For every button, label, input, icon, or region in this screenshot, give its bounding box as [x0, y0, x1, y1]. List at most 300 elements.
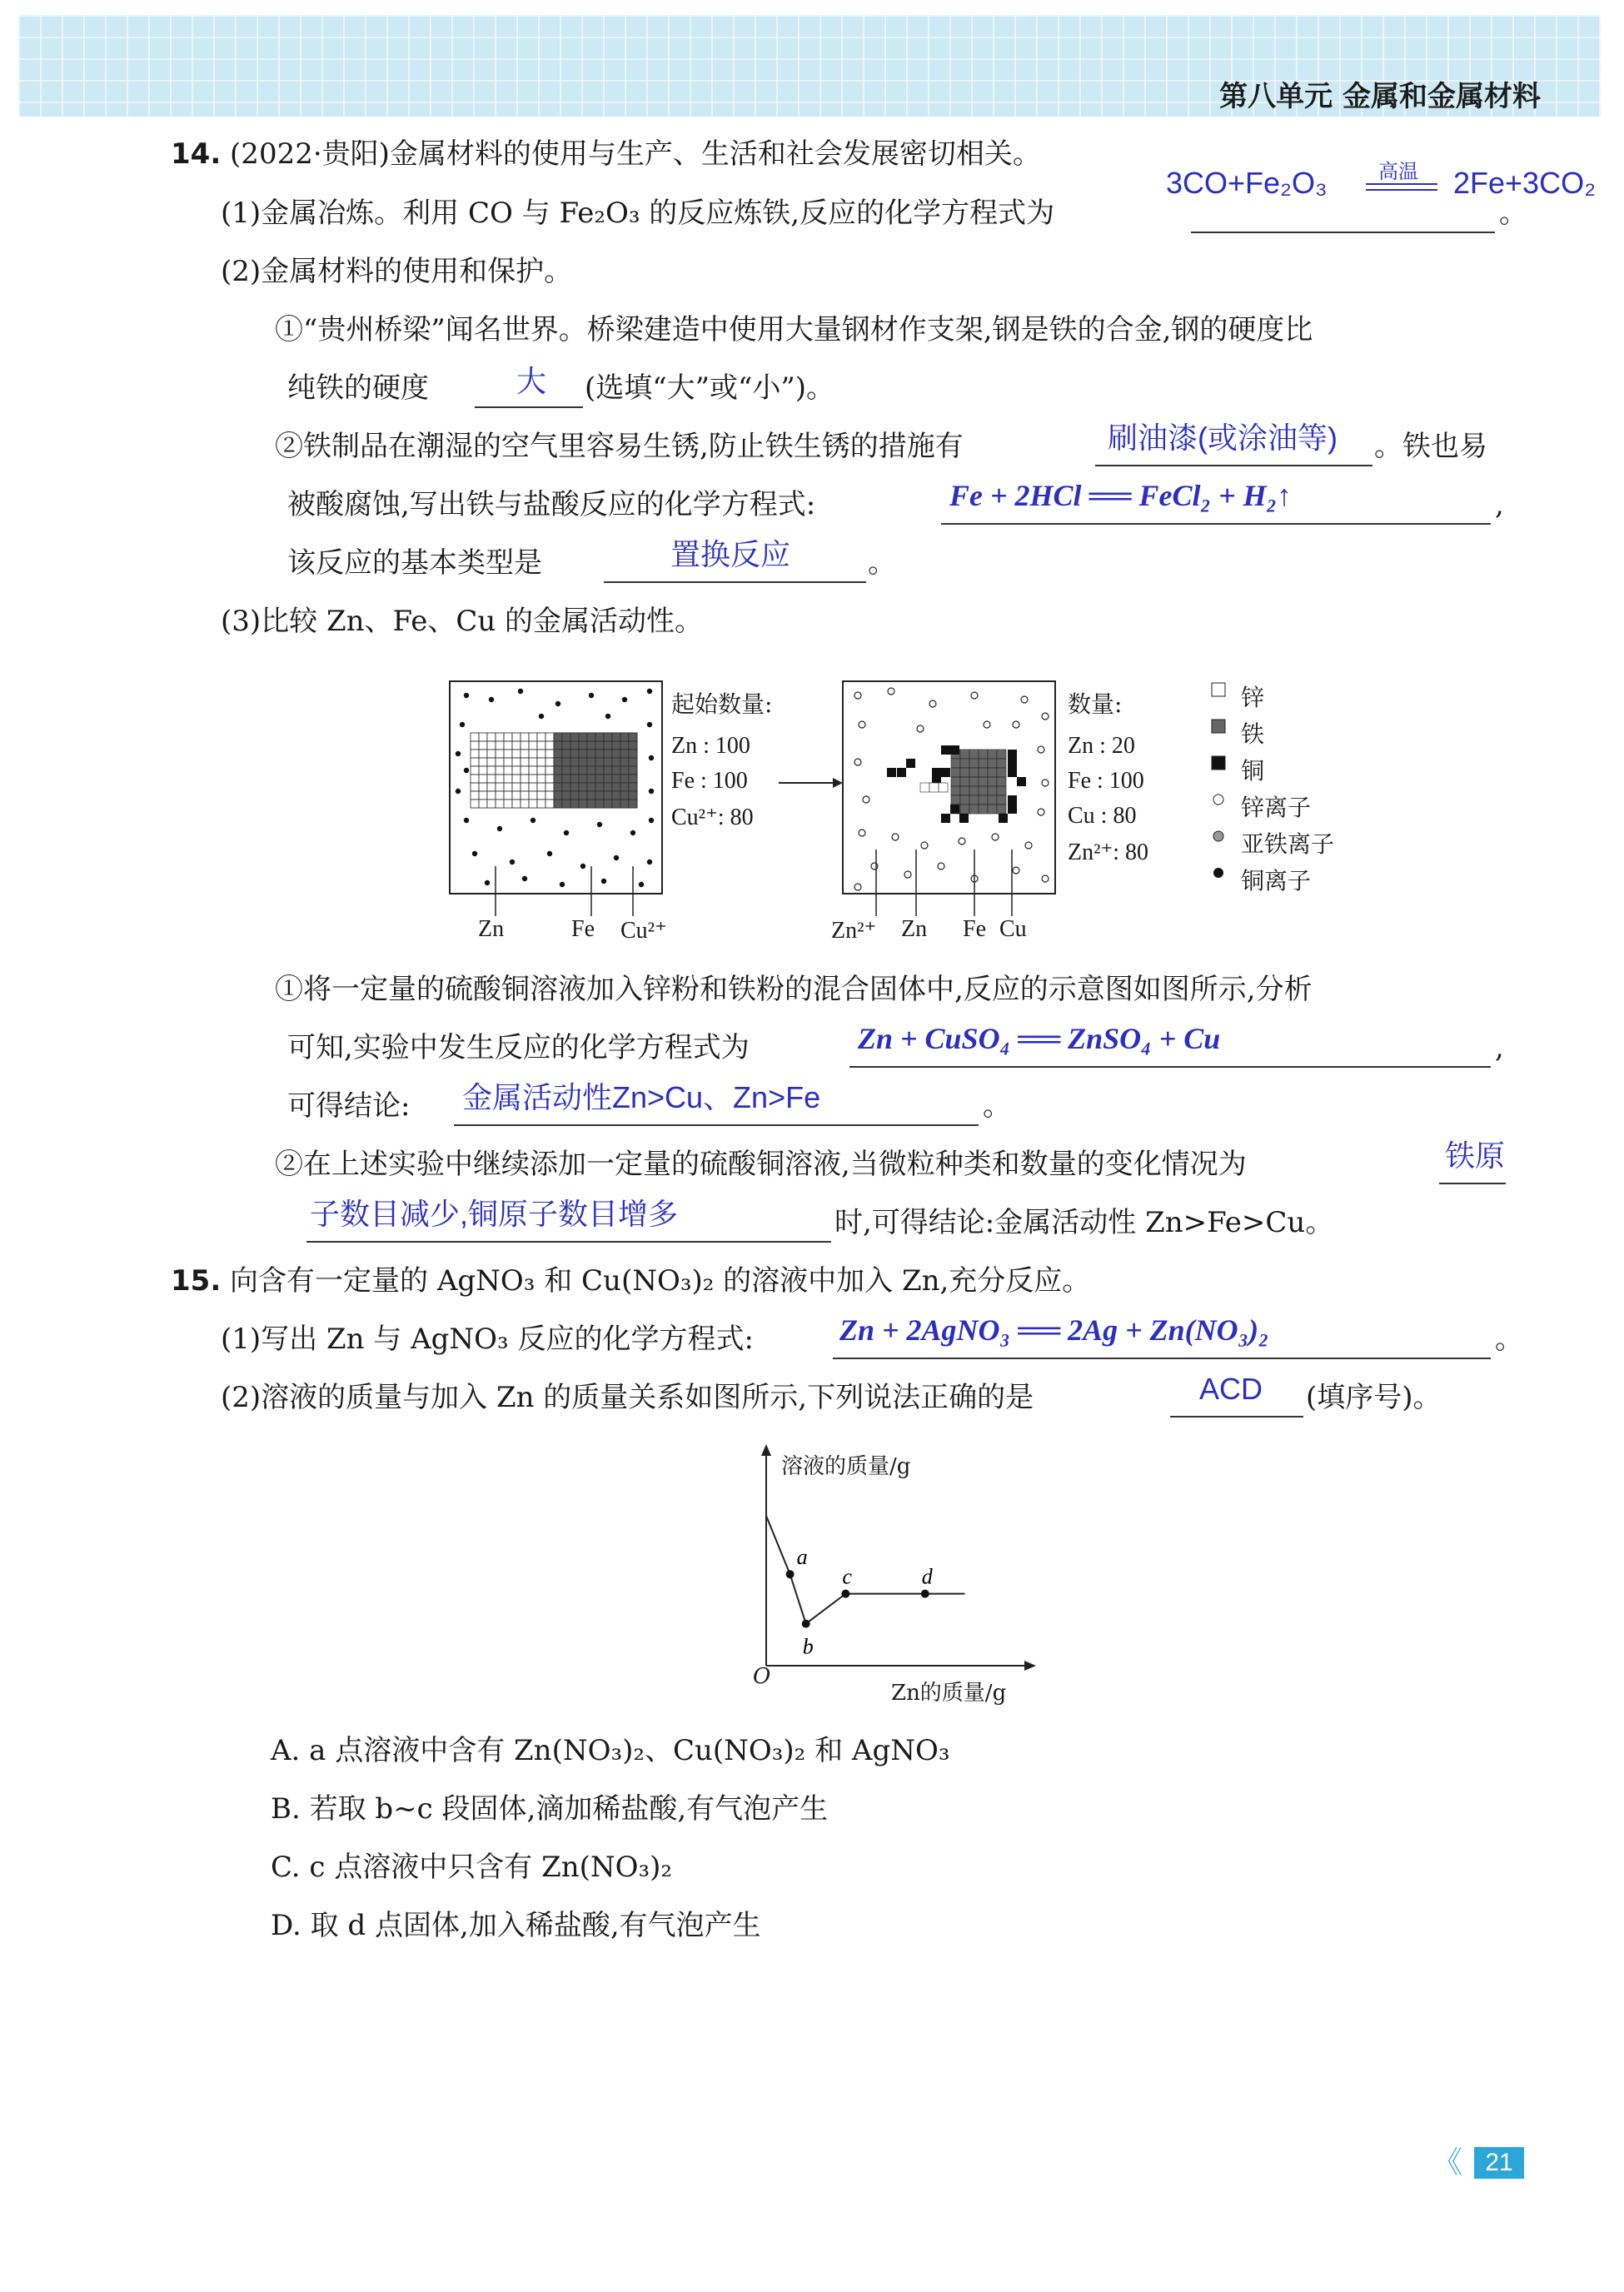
point-label-a: a	[796, 1545, 808, 1570]
q14-p2-2-answer2: Fe + 2HCl ══ FeCl₂ + H₂↑	[949, 479, 1293, 512]
end-count-zn: Zn : 20	[1068, 733, 1135, 759]
zn-ion	[854, 884, 861, 890]
q14-p1-answer-right: 2Fe+3CO₂	[1453, 166, 1597, 200]
zn-atom	[545, 741, 554, 750]
option-c: C. c 点溶液中只含有 Zn(NO₃)₂	[271, 1851, 673, 1884]
zn-atom	[504, 758, 512, 766]
q14-p3-1e: 。	[983, 1089, 1011, 1123]
cu-atom	[932, 768, 941, 777]
fe-atom	[629, 783, 637, 791]
zn-atom	[521, 750, 529, 758]
copper-ion	[601, 879, 606, 884]
chart-origin: O	[753, 1664, 771, 1689]
zn-ion	[984, 721, 990, 728]
fe-atom	[612, 741, 620, 750]
zn-atom	[521, 741, 529, 750]
fe-atom	[620, 733, 629, 741]
cu-atom	[950, 745, 959, 755]
zn-atom	[471, 750, 479, 758]
fe-atom	[554, 783, 562, 791]
fe-atom	[612, 800, 620, 808]
fe-atom	[997, 759, 1006, 768]
fe-atom	[620, 791, 629, 800]
zn-atom	[496, 758, 504, 766]
fe-atom	[960, 777, 969, 786]
zn-atom	[537, 733, 545, 741]
fe-atom	[587, 791, 595, 800]
fe-atom	[579, 741, 587, 750]
copper-ion	[464, 818, 469, 823]
fe-grid	[554, 733, 637, 808]
fe-atom	[562, 758, 570, 766]
fe-atom	[579, 766, 587, 775]
zn-atom	[537, 775, 545, 783]
fe-atom	[579, 758, 587, 766]
fe-atom	[629, 741, 637, 750]
fe-atom	[570, 733, 579, 741]
zn-atom	[537, 750, 545, 758]
fe-atom	[620, 775, 629, 783]
point-a	[786, 1570, 795, 1578]
q14-p2-1a: ①“贵州桥梁”闻名世界。桥梁建造中使用大量钢材作支架,钢是铁的合金,钢的硬度比	[275, 313, 1313, 346]
fe-atom	[595, 758, 604, 766]
zn-ion	[1042, 875, 1049, 882]
zn-atom	[496, 783, 504, 791]
copper-ion	[555, 701, 560, 706]
copper-ion	[649, 755, 654, 760]
fe-atom	[570, 741, 579, 750]
zn-atom	[487, 750, 496, 758]
fe-atom	[951, 795, 960, 805]
left-label-zn: Zn	[478, 916, 505, 942]
q14-p2-2a: ②铁制品在潮湿的空气里容易生锈,防止铁生锈的措施有	[275, 430, 964, 463]
fe-atom	[562, 800, 570, 808]
end-title: 数量:	[1068, 690, 1123, 718]
fe-atom	[604, 766, 612, 775]
zn-atom	[487, 766, 496, 775]
copper-ion	[647, 689, 652, 694]
fe-atom	[570, 750, 579, 758]
zn-atom	[545, 733, 554, 741]
zn-ion	[917, 725, 924, 732]
zn-ion	[971, 692, 978, 699]
zn-atom	[479, 758, 487, 766]
fe-atom	[620, 800, 629, 808]
zn-atom	[537, 783, 545, 791]
q15-line	[171, 1264, 1090, 1298]
fe-atom	[562, 766, 570, 775]
right-label-zn: Zn	[901, 916, 928, 942]
zn-atom	[471, 766, 479, 775]
right-label-fe: Fe	[963, 916, 986, 942]
zn-atom	[521, 775, 529, 783]
q14-p2-2c: 被酸腐蚀,写出铁与盐酸反应的化学方程式:	[287, 488, 816, 521]
fe-atom	[554, 775, 562, 783]
cu-atom	[999, 814, 1008, 823]
fe-atom	[988, 759, 997, 768]
zn-atom	[512, 733, 521, 741]
q15-p1-blank	[833, 1358, 1491, 1359]
legend-cu-icon	[1212, 756, 1225, 770]
fe-atom	[554, 733, 562, 741]
q14-p3-1-blank	[849, 1066, 1491, 1068]
cu-atom	[941, 745, 950, 755]
fe-atom	[969, 750, 979, 759]
fe-atom	[997, 795, 1006, 805]
copper-ion	[649, 818, 654, 823]
zn-atom	[512, 800, 521, 808]
zn-ion	[1042, 780, 1049, 786]
q15-p2: (2)溶液的质量与加入 Zn 的质量关系如图所示,下列说法正确的是	[221, 1381, 1034, 1414]
fe-atom	[562, 750, 570, 758]
fe-atom	[595, 791, 604, 800]
zn-atom	[496, 750, 504, 758]
zn-atom	[529, 775, 537, 783]
fe-atom	[979, 805, 988, 814]
fe-atom	[969, 786, 979, 795]
zn-atom	[471, 758, 479, 766]
fe-atom	[620, 783, 629, 791]
fe-atom	[570, 775, 579, 783]
fe-atom	[554, 800, 562, 808]
zn-atom	[512, 783, 521, 791]
page-number: 21	[1474, 2147, 1524, 2179]
point-b	[802, 1620, 810, 1628]
q14-p3-1d: 可得结论:	[287, 1089, 411, 1123]
left-label-cu-ion: Cu²⁺	[620, 918, 667, 944]
zn-atom	[512, 758, 521, 766]
q14-p2: (2)金属材料的使用和保护。	[221, 255, 573, 288]
zn-ion	[859, 830, 865, 836]
fe-atom	[570, 800, 579, 808]
right-label-cu: Cu	[999, 916, 1027, 942]
zn-atom	[521, 733, 529, 741]
fe-atom	[620, 750, 629, 758]
zn-atom	[545, 750, 554, 758]
copper-ion	[518, 689, 523, 694]
fe-atom	[612, 791, 620, 800]
cu-atom	[906, 759, 915, 768]
zn-block	[471, 733, 554, 808]
fe-atom	[579, 733, 587, 741]
zn-atom	[479, 750, 487, 758]
zn-atom	[487, 791, 496, 800]
end-particles	[854, 688, 1049, 890]
q14-p3-2-answer-b: 子数目减少,铜原子数目增多	[310, 1197, 679, 1231]
fe-atom	[612, 733, 620, 741]
copper-ion	[630, 830, 635, 835]
fe-atom	[629, 733, 637, 741]
cu-atom	[1008, 750, 1017, 759]
x-axis-arrow	[1024, 1661, 1036, 1671]
fe-atom	[612, 775, 620, 783]
cu-atom	[1008, 795, 1017, 805]
zn-ion	[892, 834, 899, 840]
fe-atom	[604, 741, 612, 750]
q14-p1-end: 。	[1499, 197, 1527, 230]
cu-atom	[887, 768, 896, 777]
zn-atom	[487, 733, 496, 741]
q14-p3-1a: ①将一定量的硫酸铜溶液加入锌粉和铁粉的混合固体中,反应的示意图如图所示,分析	[275, 973, 1313, 1006]
zn-atom	[545, 791, 554, 800]
copper-ion	[464, 693, 469, 698]
q14-p2-1b: 纯铁的硬度	[287, 371, 429, 405]
q15-p2-end: (填序号)。	[1306, 1381, 1442, 1414]
zn-atom	[521, 791, 529, 800]
fe-atom	[595, 741, 604, 750]
copper-ion	[456, 751, 461, 756]
fe-atom	[562, 775, 570, 783]
copper-ion	[639, 882, 644, 887]
fe-atom	[979, 768, 988, 777]
zn-atom	[487, 775, 496, 783]
zn-atom	[521, 800, 529, 808]
zn-ion	[871, 863, 878, 869]
fe-atom	[579, 783, 587, 791]
header-banner	[0, 0, 1624, 118]
zn-atom	[496, 741, 504, 750]
cu-atom	[897, 768, 906, 777]
fe-atom	[979, 795, 988, 805]
copper-ion	[547, 851, 552, 856]
q14-p3-2-answer-a: 铁原	[1445, 1139, 1506, 1173]
zn-atom	[529, 733, 537, 741]
q14-p3: (3)比较 Zn、Fe、Cu 的金属活动性。	[221, 605, 704, 638]
q14-p3-1c: ,	[1495, 1031, 1504, 1064]
mass-chart	[733, 1441, 1058, 1707]
q14-p3-1-answer2: 金属活动性Zn>Cu、Zn>Fe	[462, 1080, 821, 1114]
fe-atom	[587, 775, 595, 783]
q14-p3-2b: 时,可得结论:金属活动性 Zn>Fe>Cu。	[834, 1206, 1334, 1239]
cu-atom	[1008, 759, 1017, 768]
particle-diagram	[441, 666, 1374, 949]
fe-atom	[612, 766, 620, 775]
fe-atom	[562, 733, 570, 741]
zn-atom	[504, 733, 512, 741]
copper-ion	[531, 818, 536, 823]
fe-atom	[579, 775, 587, 783]
fe-atom	[554, 741, 562, 750]
fe-atom	[612, 783, 620, 791]
q14-line	[171, 137, 1041, 172]
end-count-zn-ion: Zn²⁺: 80	[1068, 840, 1149, 865]
fe-atom	[554, 750, 562, 758]
option-b: B. 若取 b~c 段固体,滴加稀盐酸,有气泡产生	[271, 1792, 829, 1826]
zn-atom	[537, 800, 545, 808]
fe-atom	[629, 775, 637, 783]
point-label-c: c	[842, 1564, 852, 1589]
point-c	[841, 1590, 849, 1598]
copper-ion	[560, 882, 565, 887]
zn-atom	[496, 733, 504, 741]
fe-atom	[554, 758, 562, 766]
zn-atom	[939, 783, 948, 792]
q14-p2-2d: ,	[1495, 488, 1504, 521]
fe-atom	[595, 750, 604, 758]
zn-atom	[512, 741, 521, 750]
zn-ion	[929, 700, 936, 707]
q14-p3-1-answer: Zn + CuSO₄ ══ ZnSO₄ + Cu	[858, 1022, 1221, 1055]
legend-fe-icon	[1212, 720, 1225, 733]
copper-ion	[580, 864, 585, 869]
zn-atom	[537, 791, 545, 800]
q14-p1: (1)金属冶炼。利用 CO 与 Fe₂O₃ 的反应炼铁,反应的化学方程式为	[221, 197, 1055, 230]
q14-p2-2-blank2	[941, 523, 1491, 525]
zn-atom	[529, 741, 537, 750]
copper-ion	[622, 697, 627, 702]
fe-atom	[562, 741, 570, 750]
fe-atom	[604, 750, 612, 758]
zn-atom	[545, 758, 554, 766]
fe-atom	[969, 777, 979, 786]
fe-atom	[620, 766, 629, 775]
fe-atom	[969, 795, 979, 805]
copper-ion	[460, 722, 465, 727]
fe-atom	[562, 791, 570, 800]
point-label-b: b	[802, 1634, 814, 1659]
legend-zn: 锌	[1241, 684, 1265, 711]
legend-zn-ion: 锌离子	[1241, 794, 1312, 821]
fe-atom	[951, 786, 960, 795]
zn-atom	[471, 783, 479, 791]
zn-atom	[479, 791, 487, 800]
zn-atom	[504, 783, 512, 791]
q15-p1-end: 。	[1495, 1323, 1523, 1356]
zn-atom	[545, 775, 554, 783]
copper-ion	[589, 693, 594, 698]
q14-p1-answer-cond: 高温	[1378, 161, 1418, 183]
q15-p2-answer: ACD	[1199, 1372, 1263, 1406]
point-d	[921, 1590, 929, 1598]
q14-p2-1c: (选填“大”或“小”)。	[585, 371, 835, 405]
q14-p2-2b: 。铁也易	[1374, 430, 1487, 463]
zn-atom	[512, 750, 521, 758]
fe-atom	[997, 805, 1006, 814]
q14-p3-2-blank-b	[306, 1241, 831, 1243]
option-a: A. a 点溶液中含有 Zn(NO₃)₂、Cu(NO₃)₂ 和 AgNO₃	[271, 1734, 950, 1767]
fe-atom	[629, 791, 637, 800]
q14-p3-1-blank2	[454, 1124, 979, 1126]
fe-atom	[620, 758, 629, 766]
zn-atom	[479, 766, 487, 775]
zn-atom	[512, 766, 521, 775]
copper-ion	[605, 714, 610, 719]
zn-atom	[471, 733, 479, 741]
arrow-head	[833, 778, 843, 788]
zn-ion	[921, 842, 928, 849]
fe-atom	[579, 800, 587, 808]
zn-ion	[854, 759, 861, 765]
zn-atom	[929, 783, 939, 792]
fe-atom	[587, 733, 595, 741]
fe-atom	[997, 777, 1006, 786]
fe-atom	[969, 759, 979, 768]
cu-atom	[1008, 768, 1017, 777]
zn-atom	[496, 800, 504, 808]
q14-p1-answer-left: 3CO+Fe₂O₃	[1166, 166, 1328, 200]
legend-fe-ion-icon	[1213, 831, 1223, 841]
copper-ion	[510, 860, 515, 864]
fe-atom	[587, 783, 595, 791]
fe-atom	[587, 758, 595, 766]
copper-ion	[597, 822, 602, 827]
copper-ion	[497, 826, 502, 831]
cu-atom	[1008, 805, 1017, 814]
zn-ion	[992, 834, 999, 840]
zn-atom	[471, 775, 479, 783]
zn-atom	[537, 758, 545, 766]
chart-xlabel: Zn的质量/g	[891, 1681, 1007, 1706]
zn-atom	[529, 750, 537, 758]
fe-atom	[988, 777, 997, 786]
end-box	[843, 681, 1055, 894]
zn-atom	[529, 758, 537, 766]
fe-atom	[604, 733, 612, 741]
zn-atom	[479, 775, 487, 783]
option-d: D. 取 d 点固体,加入稀盐酸,有气泡产生	[271, 1909, 761, 1942]
q14-p2-1-answer: 大	[516, 364, 547, 398]
fe-atom	[979, 786, 988, 795]
fe-atom	[604, 791, 612, 800]
zn-atom	[920, 783, 929, 792]
zn-atom	[471, 741, 479, 750]
fe-atom	[960, 805, 969, 814]
zn-ion	[959, 838, 965, 845]
q15-stem: 向含有一定量的 AgNO₃ 和 Cu(NO₃)₂ 的溶液中加入 Zn,充分反应。	[230, 1264, 1091, 1298]
fe-atom	[979, 759, 988, 768]
q14-p3-2-blank-a	[1439, 1183, 1506, 1184]
zn-ion	[1038, 746, 1044, 753]
fe-atom	[988, 805, 997, 814]
fe-atom	[960, 750, 969, 759]
zn-atom	[479, 733, 487, 741]
copper-ion	[647, 860, 652, 864]
fe-atom	[570, 783, 579, 791]
fe-atom	[960, 759, 969, 768]
q14-p1-blank	[1191, 232, 1495, 233]
cu-atom	[950, 805, 959, 814]
zn-atom	[521, 758, 529, 766]
point-label-d: d	[921, 1564, 933, 1589]
zn-atom	[512, 791, 521, 800]
fe-atom	[629, 800, 637, 808]
fe-atom	[988, 795, 997, 805]
fe-atom	[604, 758, 612, 766]
fe-atom	[960, 786, 969, 795]
cu-atom	[1017, 777, 1026, 786]
fe-atom	[951, 777, 960, 786]
q14-p2-2-blank1	[1095, 465, 1372, 466]
start-count-fe: Fe : 100	[671, 768, 748, 794]
copper-ion	[564, 830, 569, 835]
zn-ion	[859, 721, 865, 728]
copper-ion	[614, 855, 619, 860]
legend-cu: 铜	[1241, 757, 1265, 785]
zn-atom	[529, 783, 537, 791]
zn-atom	[479, 800, 487, 808]
q14-p3-2a: ②在上述实验中继续添加一定量的硫酸铜溶液,当微粒种类和数量的变化情况为	[275, 1148, 1247, 1181]
left-label-fe: Fe	[571, 916, 595, 942]
q14-p3-1b: 可知,实验中发生反应的化学方程式为	[287, 1031, 750, 1064]
zn-atom	[496, 766, 504, 775]
fe-atom	[969, 805, 979, 814]
legend-cu-ion: 铜离子	[1241, 867, 1312, 894]
fe-atom	[612, 758, 620, 766]
legend-zn-icon	[1212, 683, 1225, 696]
zn-atom	[537, 766, 545, 775]
q14-p2-2e: 该反应的基本类型是	[287, 546, 542, 580]
copper-ion	[489, 697, 494, 702]
